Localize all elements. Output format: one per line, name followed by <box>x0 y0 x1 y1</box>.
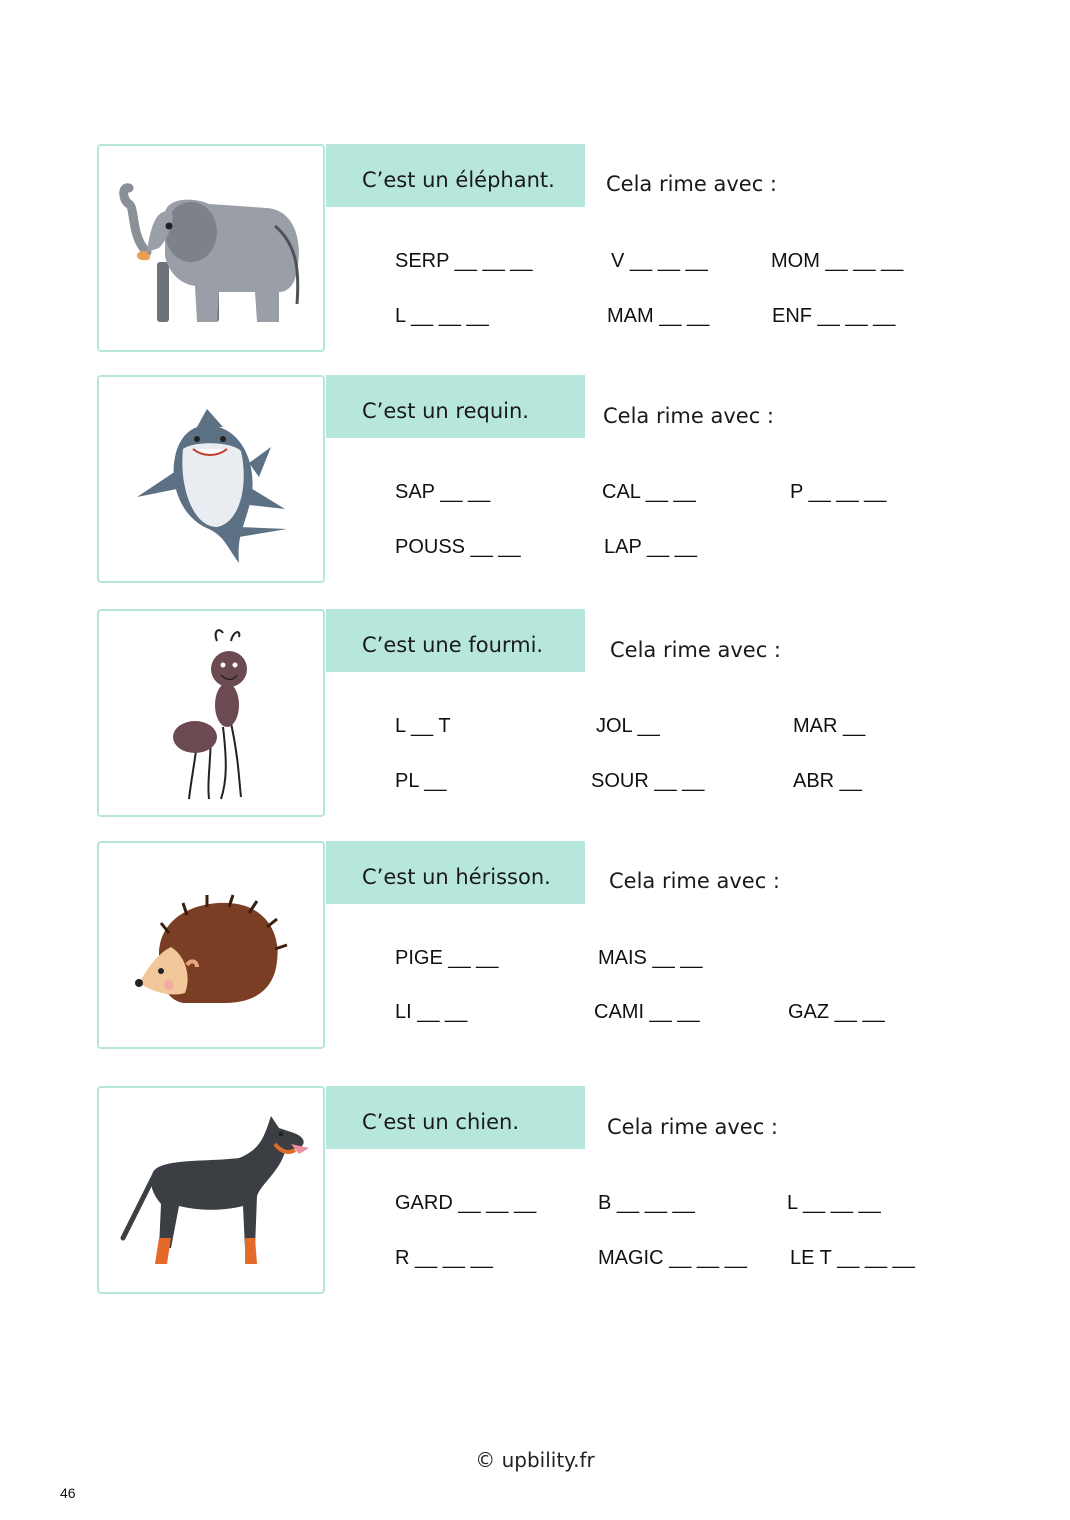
rhyme-word: POUSS __ __ <box>395 536 521 558</box>
rhyme-word: GAZ __ __ <box>788 1001 885 1023</box>
statement-text: C’est un éléphant. <box>362 168 555 192</box>
rhyme-word: CAMI __ __ <box>594 1001 700 1023</box>
statement-band <box>326 841 585 904</box>
rhyme-word: SAP __ __ <box>395 481 491 503</box>
ant-icon <box>99 611 323 815</box>
rhyme-word: CAL __ __ <box>602 481 696 503</box>
statement-text: C’est un chien. <box>362 1110 519 1134</box>
rhyme-word: PIGE __ __ <box>395 947 499 969</box>
statement-text: C’est un hérisson. <box>362 865 551 889</box>
rhyme-word: LAP __ __ <box>604 536 698 558</box>
rhyme-word: SERP __ __ __ <box>395 250 533 272</box>
rhyme-word: V __ __ __ <box>611 250 708 272</box>
rhyme-label: Cela rime avec : <box>603 404 774 428</box>
elephant-card <box>97 144 325 352</box>
statement-band <box>326 375 585 438</box>
statement-band <box>326 144 585 207</box>
rhyme-label: Cela rime avec : <box>607 1115 778 1139</box>
shark-card <box>97 375 325 583</box>
rhyme-word: MAR __ <box>793 715 866 737</box>
hedgehog-card <box>97 841 325 1049</box>
page-number: 46 <box>60 1485 76 1501</box>
hedgehog-icon <box>99 843 323 1047</box>
rhyme-label: Cela rime avec : <box>606 172 777 196</box>
rhyme-word: L __ T <box>395 715 451 737</box>
rhyme-word: MOM __ __ __ <box>771 250 904 272</box>
statement-band <box>326 1086 585 1149</box>
rhyme-word: L __ __ __ <box>787 1192 881 1214</box>
rhyme-word: LI __ __ <box>395 1001 468 1023</box>
footer-copyright: © upbility.fr <box>475 1448 595 1472</box>
rhyme-word: R __ __ __ <box>395 1247 493 1269</box>
statement-band <box>326 609 585 672</box>
ant-card <box>97 609 325 817</box>
dog-card <box>97 1086 325 1294</box>
rhyme-word: SOUR __ __ <box>591 770 705 792</box>
rhyme-word: JOL __ <box>596 715 660 737</box>
rhyme-label: Cela rime avec : <box>610 638 781 662</box>
rhyme-word: MAM __ __ <box>607 305 710 327</box>
rhyme-word: MAIS __ __ <box>598 947 703 969</box>
rhyme-word: LE T __ __ __ <box>790 1247 915 1269</box>
rhyme-word: ABR __ <box>793 770 862 792</box>
rhyme-word: PL __ <box>395 770 447 792</box>
shark-icon <box>99 377 323 581</box>
rhyme-word: ENF __ __ __ <box>772 305 896 327</box>
dog-icon <box>99 1088 323 1292</box>
statement-text: C’est une fourmi. <box>362 633 544 657</box>
rhyme-word: P __ __ __ <box>790 481 887 503</box>
rhyme-word: GARD __ __ __ <box>395 1192 537 1214</box>
statement-text: C’est un requin. <box>362 399 529 423</box>
elephant-icon <box>99 146 323 350</box>
rhyme-word: MAGIC __ __ __ <box>598 1247 747 1269</box>
rhyme-word: B __ __ __ <box>598 1192 695 1214</box>
rhyme-label: Cela rime avec : <box>609 869 780 893</box>
rhyme-word: L __ __ __ <box>395 305 489 327</box>
